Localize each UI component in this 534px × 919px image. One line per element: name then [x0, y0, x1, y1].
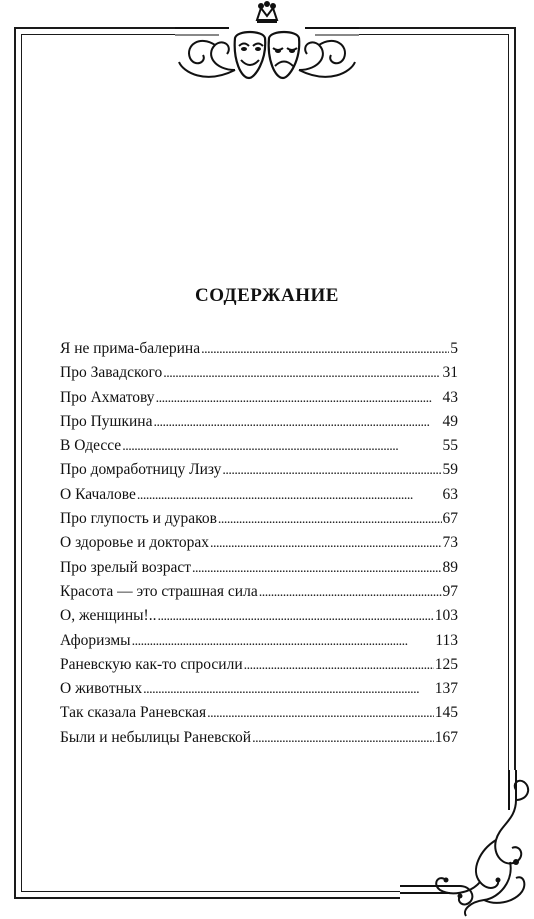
toc-entry	[60, 386, 458, 410]
toc-leader-dots	[163, 362, 441, 386]
toc-entry	[60, 410, 458, 434]
toc-leader-dots	[244, 654, 434, 678]
toc-entry-title: Красота — это страшная сила	[60, 582, 258, 600]
toc-leader-dots	[201, 338, 449, 362]
toc-leader-dots	[192, 557, 441, 581]
toc-entry-title: О животных	[60, 680, 143, 698]
toc-leader-dots	[210, 532, 441, 556]
toc-entry-page: 63	[442, 485, 458, 503]
toc-entry-page: 67	[442, 510, 458, 528]
toc-entry	[60, 458, 458, 482]
toc-entry	[60, 556, 458, 580]
toc-entry-page: 103	[434, 607, 458, 625]
toc-entry-page: 73	[442, 534, 458, 552]
toc-entry-title: Раневскую как-то спросили	[60, 655, 243, 673]
toc-leader-dots	[122, 435, 441, 459]
toc-entry-page: 167	[434, 728, 458, 746]
toc-leader-dots	[137, 484, 442, 508]
toc-entry	[60, 580, 458, 604]
toc-entry-title: Про Завадского	[60, 364, 163, 382]
toc-entry-title: Так сказала Раневская	[60, 704, 207, 722]
toc-entry-title: Про домработницу Лизу	[60, 461, 222, 479]
toc-entry-title: О Качалове	[60, 485, 136, 503]
toc-entry-title: Про глупость и дураков	[60, 510, 217, 528]
toc-entry-title: Афоризмы	[60, 631, 131, 649]
toc-entry	[60, 726, 458, 750]
toc-leader-dots	[252, 727, 434, 751]
toc-entry	[60, 361, 458, 385]
toc-entry-page: 49	[442, 412, 458, 430]
toc-entry-page: 125	[434, 655, 458, 673]
toc-entry-title: В Одессе	[60, 437, 122, 455]
toc-leader-dots	[218, 508, 442, 532]
toc-entry	[60, 701, 458, 725]
toc-entry	[60, 337, 458, 361]
toc-entry	[60, 483, 458, 507]
toc-entry-title: Были и небылицы Раневской	[60, 728, 252, 746]
toc-entry-page: 113	[435, 631, 458, 649]
flourish-corner-icon	[400, 770, 534, 919]
toc-entry-page: 55	[442, 437, 458, 455]
table-of-contents	[60, 337, 458, 750]
toc-entry-page: 145	[434, 704, 458, 722]
toc-entry-title: Про Пушкина	[60, 412, 153, 430]
theatre-masks-crown-icon	[175, 0, 359, 110]
toc-entry	[60, 531, 458, 555]
toc-entry	[60, 604, 458, 628]
toc-leader-dots	[259, 581, 442, 605]
toc-leader-dots	[143, 678, 434, 702]
toc-entry	[60, 677, 458, 701]
toc-entry	[60, 629, 458, 653]
toc-entry-title: О, женщины!..	[60, 607, 157, 625]
toc-entry	[60, 653, 458, 677]
contents-heading: СОДЕРЖАНИЕ	[195, 285, 339, 306]
toc-entry-page: 31	[442, 364, 458, 382]
toc-leader-dots	[132, 630, 435, 654]
toc-leader-dots	[156, 387, 442, 411]
toc-entry	[60, 507, 458, 531]
toc-entry-page: 89	[442, 558, 458, 576]
toc-entry-title: Про Ахматову	[60, 388, 155, 406]
toc-entry-title: Про зрелый возраст	[60, 558, 192, 576]
toc-entry-page: 59	[442, 461, 458, 479]
toc-entry-page: 97	[442, 582, 458, 600]
toc-leader-dots	[157, 605, 433, 629]
toc-entry-title: О здоровье и докторах	[60, 534, 210, 552]
toc-entry	[60, 434, 458, 458]
toc-leader-dots	[153, 411, 441, 435]
toc-entry-page: 5	[450, 340, 458, 357]
toc-leader-dots	[222, 459, 441, 483]
toc-leader-dots	[207, 702, 434, 726]
toc-entry-page: 43	[442, 388, 458, 406]
toc-entry-page: 137	[434, 680, 458, 698]
toc-entry-title: Я не прима-балерина	[60, 340, 201, 357]
